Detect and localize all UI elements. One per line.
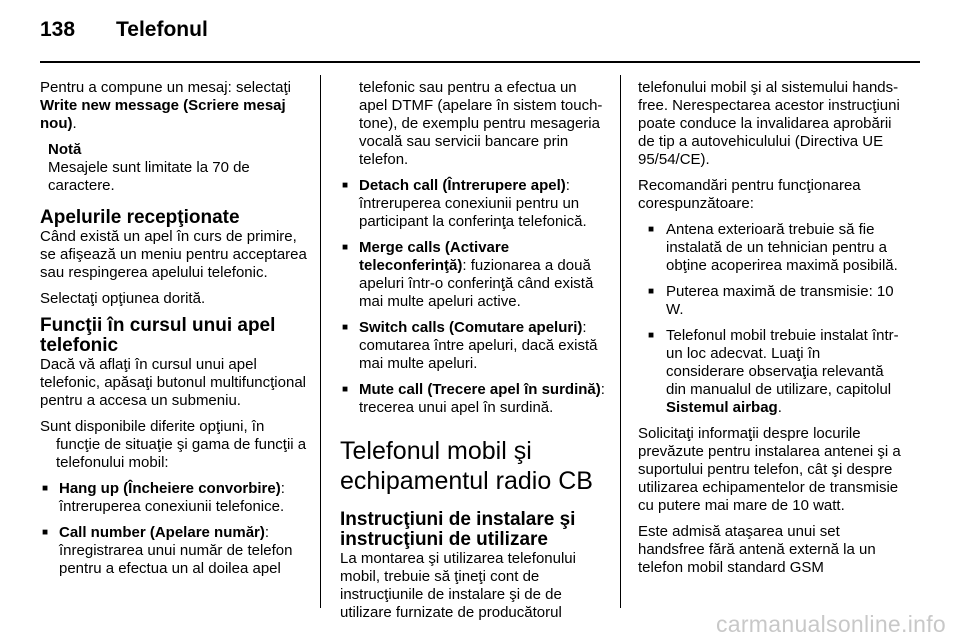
list-item: ■ Telefonul mobil trebuie instalat într-un loc adecvat. Luaţi în considerare observaţia relevantă din manualul de utilizare, capitolul Sistemul airbag. bbox=[638, 327, 902, 417]
watermark: carmanualsonline.info bbox=[715, 611, 946, 637]
compose-message-paragraph: Pentru a compune un mesaj: selectaţi Write new message (Scriere mesaj nou). bbox=[40, 79, 291, 132]
handsfree-allowed-text: Este admisă ataşarea unui set handsfree fără antenă externă la un telefon mobil standard GSM bbox=[638, 523, 876, 576]
select-option-text: Selectaţi opţiunea dorită. bbox=[40, 290, 206, 307]
column-divider-1 bbox=[320, 75, 321, 608]
recommendations-text: Recomandări pentru funcţionarea corespunzătoare: bbox=[638, 177, 861, 212]
handsfree-continuation: telefonului mobil şi al sistemului hands-free. Nerespectarea acestor instrucţiuni poate conduce la invalidarea aprobării de tip a autovehiculului (Directiva UE 95/54/CE). bbox=[638, 79, 900, 168]
airbag-system-reference: Sistemul airbag bbox=[666, 399, 778, 416]
list-item: ■ Merge calls (Activare teleconferinţă): fuzionarea a două apeluri într-o conferinţă când există mai multe apeluri active. bbox=[340, 239, 606, 311]
heading-incoming-calls: Apelurile recepţionate bbox=[40, 207, 240, 228]
installation-text: La montarea şi utilizarea telefonului mobil, trebuie să ţineţi cont de instrucţiunile de instalare şi de de utilizare furnizate de producătorul bbox=[340, 550, 576, 621]
list-item: ■ Mute call (Trecere apel în surdină): trecerea unui apel în surdină. bbox=[340, 381, 606, 417]
page-title: Telefonul bbox=[116, 18, 208, 41]
incoming-calls-text: Când există un apel în curs de primire, se afişează un meniu pentru acceptarea sau respingerea apelului telefonic. bbox=[40, 228, 307, 281]
list-item: ■ Puterea maximă de transmisie: 10 W. bbox=[638, 283, 902, 319]
heading-installation-instructions: Instrucţiuni de instalare şi instrucţiuni de utilizare bbox=[340, 509, 576, 550]
list-item: ■ Switch calls (Comutare apeluri): comutarea între apeluri, dacă există mai multe apeluri. bbox=[340, 319, 606, 373]
list-item: ■ Detach call (Întrerupere apel): întreruperea conexiunii pentru un participant la conferinţa telefonică. bbox=[340, 177, 606, 231]
heading-mobile-phone-cb: Telefonul mobil şi echipamentul radio CB bbox=[340, 437, 593, 495]
list-item: ■ Antena exterioară trebuie să fie instalată de un tehnician pentru a obţine acoperirea maximă posibilă. bbox=[638, 221, 902, 275]
column-divider-2 bbox=[620, 75, 621, 608]
note-title: Notă bbox=[48, 141, 82, 158]
note-text: Mesajele sunt limitate la 70 de caractere. bbox=[48, 159, 250, 194]
options-text: Sunt disponibile diferite opţiuni, în funcţie de situaţie şi gama de funcţii a telefonului mobil: bbox=[40, 418, 307, 471]
column-1 bbox=[40, 79, 308, 586]
column-2 bbox=[340, 79, 606, 630]
call-number-continuation: telefonic sau pentru a efectua un apel DTMF (apelare în sistem touch-tone), de exemplu pentru mesageria vocală sau servicii bancare prin telefon. bbox=[359, 79, 603, 168]
list-item: ■ Hang up (Încheiere convorbire): întreruperea conexiunii telefonice. bbox=[40, 480, 308, 516]
write-new-message-option: Write new message (Scriere mesaj nou) bbox=[40, 97, 286, 132]
header-rule bbox=[40, 61, 920, 63]
list-item: ■ Call number (Apelare număr): înregistrarea unui număr de telefon pentru a efectua un al doilea apel bbox=[40, 524, 308, 578]
antenna-info-text: Solicitaţi informaţii despre locurile prevăzute pentru instalarea antenei şi a suportului pentru telefon, cât şi despre utilizarea echipamentelor de transmisie cu putere mai mare de 10 watt. bbox=[638, 425, 901, 514]
during-call-text: Dacă vă aflaţi în cursul unui apel telefonic, apăsaţi butonul multifuncţional pentru a accesa un submeniu. bbox=[40, 356, 307, 409]
page-number: 138 bbox=[40, 18, 76, 41]
heading-during-call: Funcţii în cursul unui apel telefonic bbox=[40, 315, 276, 356]
note-box bbox=[40, 141, 308, 195]
column-3 bbox=[638, 79, 902, 585]
page-header bbox=[40, 18, 208, 42]
